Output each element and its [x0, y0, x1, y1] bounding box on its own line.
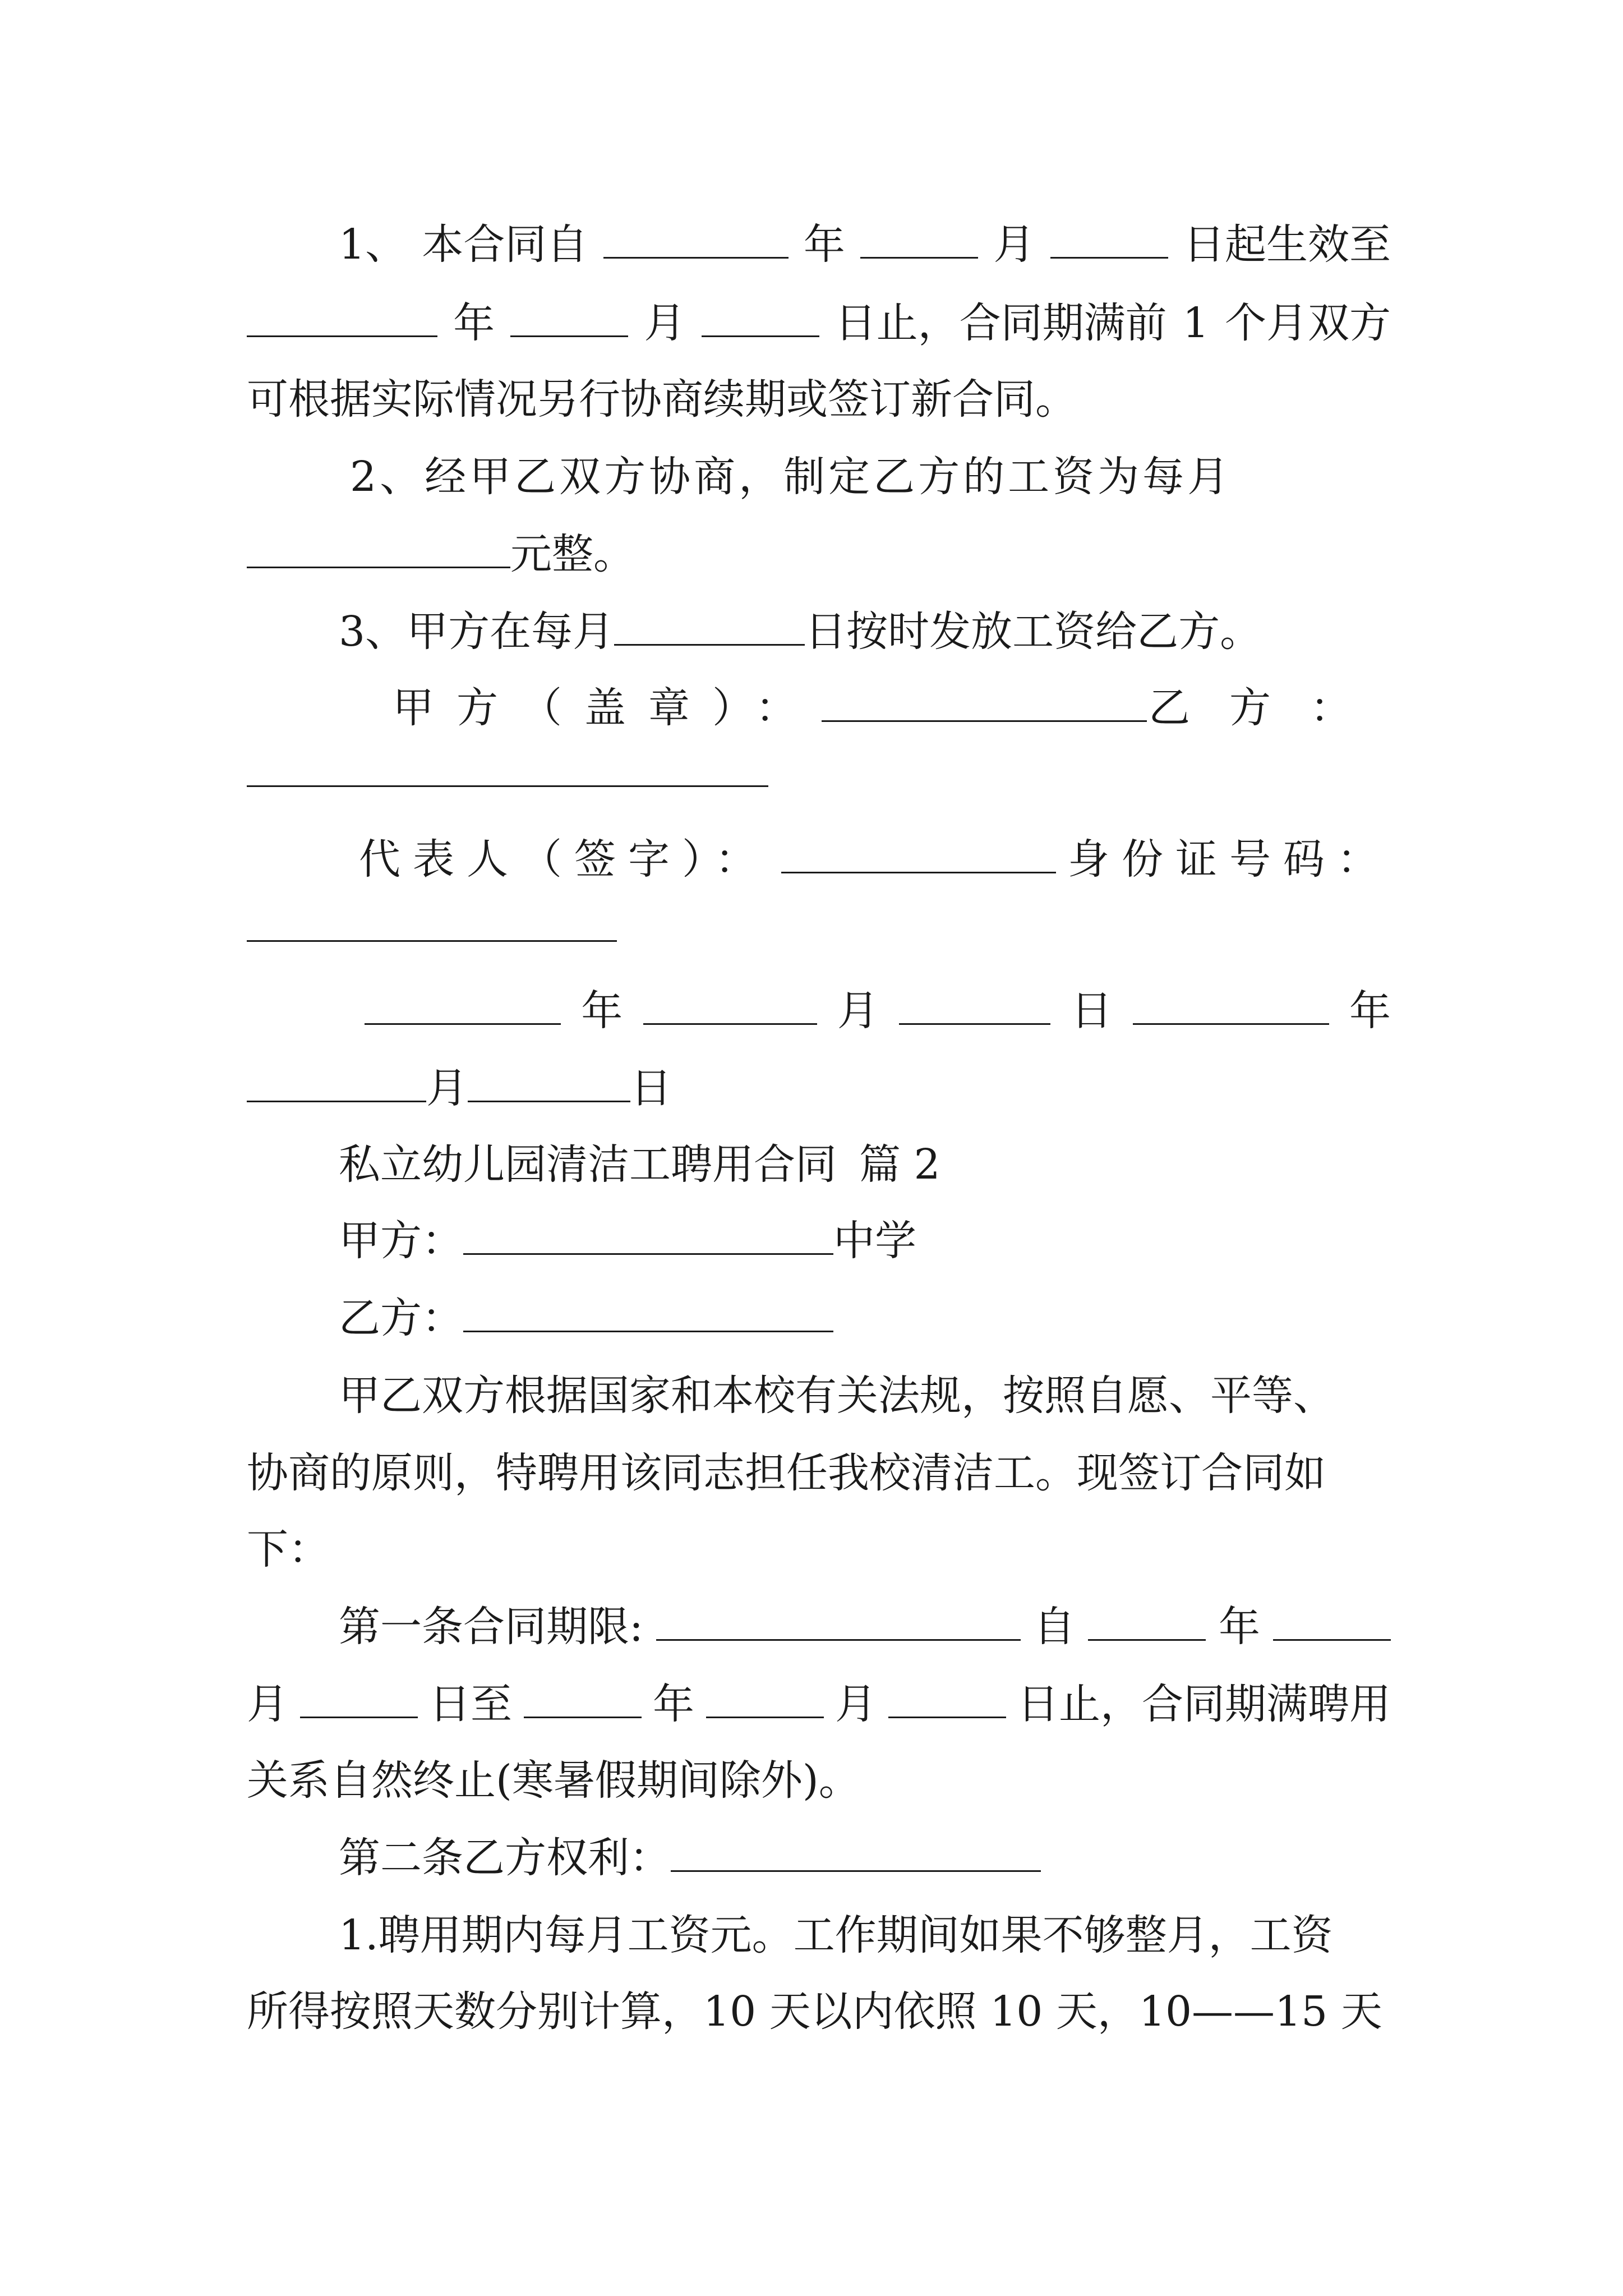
party-a-stamp-label: 甲方（盖章）： — [393, 684, 819, 732]
pay-line-1: 1.聘用期内每月工资元。工作期间如果不够整月，工资 — [339, 1911, 1333, 1959]
clause-2-line-1 — [247, 450, 1391, 504]
date-field[interactable] — [643, 988, 817, 1025]
blank-field[interactable] — [247, 532, 510, 568]
day-label: 日 — [630, 1064, 672, 1112]
article-1-line-1 — [247, 1600, 1391, 1654]
date-field[interactable] — [468, 1066, 630, 1102]
clause-text: 甲方在每月 — [407, 608, 615, 656]
clause-text: 经甲乙双方协商，制定乙方的工资为每月 — [425, 453, 1233, 501]
month-label: 月 — [837, 987, 879, 1035]
month-label: 月 — [835, 1680, 877, 1728]
section-2-title — [247, 1138, 1391, 1191]
party-b-label: 乙方： — [1149, 684, 1391, 732]
signature-party-b-line — [247, 746, 1391, 800]
date-field[interactable] — [365, 988, 561, 1025]
intro-line-2: 协商的原则，特聘用该同志担任我校清洁工。现签订合同如 — [247, 1449, 1326, 1497]
blank-field[interactable] — [706, 1682, 824, 1718]
blank-field[interactable] — [524, 1682, 642, 1718]
month-label: 月 — [247, 1680, 288, 1728]
date-field[interactable] — [899, 988, 1050, 1025]
clause-text: 日起生效至 — [1183, 220, 1391, 269]
clause-3 — [247, 605, 1391, 659]
article-1-label: 第一条合同期限: — [339, 1603, 643, 1651]
party-a-field[interactable] — [463, 1218, 833, 1255]
blank-field[interactable] — [1273, 1604, 1391, 1641]
year-label: 年 — [803, 220, 845, 269]
month-label: 月 — [993, 220, 1035, 269]
contract-title: 私立幼儿园清洁工聘用合同 — [339, 1140, 837, 1189]
clause-number: 3、 — [339, 608, 407, 656]
clause-1-line-2 — [247, 296, 1391, 350]
id-number-line — [247, 901, 1391, 955]
part-number: 篇 2 — [859, 1140, 940, 1189]
day-label: 日 — [1071, 987, 1113, 1035]
blank-field[interactable] — [1050, 222, 1168, 259]
blank-field[interactable] — [510, 301, 628, 337]
signature-representative — [247, 832, 1391, 886]
year-label: 年 — [1349, 987, 1391, 1035]
blank-field[interactable] — [247, 301, 437, 337]
party-a-label: 甲方： — [339, 1217, 463, 1265]
party-b-field[interactable] — [247, 757, 768, 787]
year-label: 年 — [581, 987, 623, 1035]
blank-field[interactable] — [300, 1682, 418, 1718]
party-a-suffix: 中学 — [833, 1217, 916, 1265]
date-field[interactable] — [1133, 988, 1329, 1025]
signature-date-line-1 — [247, 984, 1391, 1038]
article-2-field[interactable] — [671, 1835, 1041, 1872]
clause-number-value: 1 — [1182, 299, 1209, 347]
blank-field[interactable] — [614, 609, 805, 646]
article-text: 自 — [1033, 1603, 1075, 1651]
article-text: 日至 — [429, 1680, 512, 1728]
intro-line-3: 下： — [247, 1525, 330, 1573]
intro-line-1: 甲乙双方根据国家和本校有关法规，按照自愿、平等、 — [339, 1372, 1335, 1420]
clause-text: 元整。 — [510, 530, 635, 578]
clause-2-line-2 — [247, 527, 1391, 581]
party-a-stamp-field[interactable] — [822, 685, 1147, 722]
blank-field[interactable] — [860, 222, 978, 259]
representative-field[interactable] — [781, 837, 1056, 873]
article-1-line-3: 关系自然终止(寒暑假期间除外)。 — [247, 1756, 860, 1805]
blank-field[interactable] — [1088, 1604, 1206, 1641]
clause-number: 2、 — [350, 453, 425, 501]
blank-field[interactable] — [603, 222, 789, 259]
blank-field[interactable] — [656, 1604, 1021, 1641]
clause-1-line-1 — [247, 218, 1391, 272]
clause-number: 1、 — [339, 220, 407, 269]
blank-field[interactable] — [888, 1682, 1006, 1718]
clause-1-line-3: 可根据实际情况另行协商续期或签订新合同。 — [247, 375, 1077, 424]
id-number-field[interactable] — [247, 912, 617, 942]
date-field[interactable] — [247, 1066, 426, 1102]
article-2-label: 第二条乙方权利： — [339, 1834, 671, 1882]
party-b-line — [247, 1291, 1391, 1345]
year-label: 年 — [653, 1680, 694, 1728]
clause-text: 个月双方 — [1224, 299, 1391, 347]
blank-field[interactable] — [702, 301, 819, 337]
signature-party-a — [247, 681, 1391, 735]
party-b-label: 乙方： — [339, 1294, 463, 1342]
representative-label: 代表人（签字）： — [359, 835, 769, 884]
article-1-line-2 — [247, 1677, 1391, 1731]
month-label: 月 — [644, 299, 686, 347]
year-label: 年 — [1218, 1603, 1260, 1651]
pay-line-2: 所得按照天数分别计算，10 天以内依照 10 天，10——15 天 — [247, 1987, 1382, 2036]
clause-text: 本合同自 — [422, 220, 588, 269]
month-label: 月 — [426, 1064, 468, 1112]
id-number-label: 身份证号码： — [1068, 835, 1391, 884]
year-label: 年 — [453, 299, 495, 347]
party-a-line — [247, 1214, 1391, 1268]
party-b-field[interactable] — [463, 1296, 833, 1332]
clause-text: 日按时发放工资给乙方。 — [805, 608, 1262, 656]
article-2-line — [247, 1831, 1391, 1885]
article-text: 日止，合同期满聘用 — [1017, 1680, 1391, 1728]
clause-text: 日止，合同期满前 — [834, 299, 1167, 347]
signature-date-line-2 — [247, 1061, 1391, 1115]
